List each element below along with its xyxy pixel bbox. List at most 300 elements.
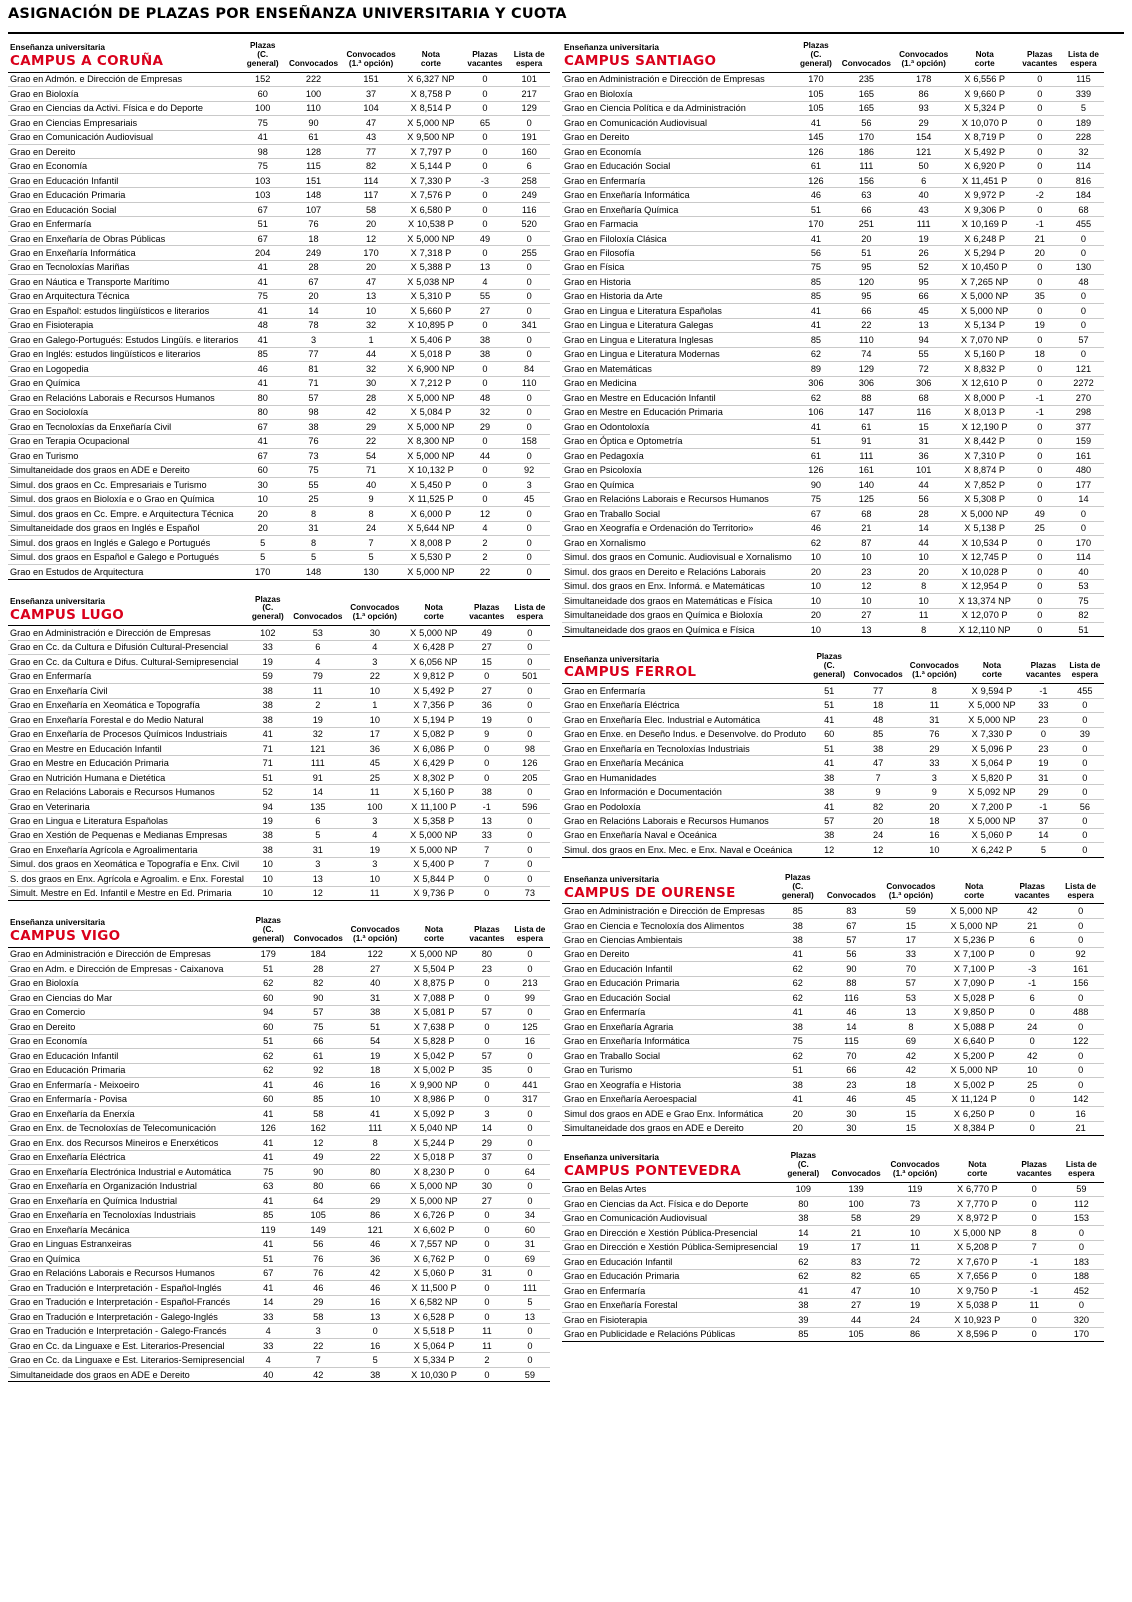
cuota-x-marker: X (964, 465, 971, 476)
cell-nota-corte: X 5,000 NP (404, 828, 464, 842)
cell-convocados-1a: 116 (895, 405, 953, 419)
cell-plazas-vacantes: 0 (462, 492, 509, 506)
cell-plazas: 38 (779, 1298, 827, 1312)
table-row (562, 231, 1104, 245)
cell-plazas: 41 (246, 1136, 290, 1150)
cell-nota-corte: X 5,000 NP (404, 626, 464, 640)
cell-programme-name: Grao en Enfermaría (8, 217, 240, 231)
cell-plazas: 62 (794, 347, 838, 361)
cell-lista-espera: 116 (508, 202, 550, 216)
table-row (8, 1063, 550, 1077)
cell-lista-espera: 0 (510, 1005, 550, 1019)
cell-plazas-vacantes: 57 (464, 1049, 510, 1063)
cell-plazas-vacantes: 0 (1017, 449, 1063, 463)
cell-convocados-1a: 12 (342, 231, 400, 245)
cell-programme-name: Simultaneidade dos graos en ADE e Dereito (8, 1367, 246, 1381)
cell-programme-name: Grao en Educación Infantil (562, 1255, 779, 1269)
cell-nota-corte: X 6,429 P (404, 756, 464, 770)
cuota-x-marker: X (413, 1152, 420, 1163)
cell-lista-espera: 0 (1057, 991, 1104, 1005)
cell-convocados: 88 (822, 976, 880, 990)
cell-convocados-1a: 19 (895, 231, 953, 245)
cell-plazas: 126 (794, 463, 838, 477)
cell-plazas-vacantes: 0 (1017, 594, 1063, 608)
cell-nota-corte: X 5,000 NP (941, 1063, 1007, 1077)
cell-convocados-1a: 1 (342, 333, 400, 347)
cell-plazas-vacantes: 6 (1007, 933, 1057, 947)
cuota-x-marker: X (956, 1242, 964, 1253)
cell-nota-corte: X 5,200 P (941, 1049, 1007, 1063)
cell-convocados-1a: 44 (342, 347, 400, 361)
cell-plazas: 41 (794, 420, 838, 434)
cell-convocados: 140 (838, 478, 895, 492)
cell-nota-corte: X 5,000 NP (953, 304, 1017, 318)
table-row (8, 521, 550, 535)
cell-programme-name: Grao en Xornalismo (562, 536, 794, 550)
cuota-x-marker: X (953, 1021, 960, 1032)
cell-plazas-vacantes: 0 (464, 741, 510, 755)
cell-lista-espera: 0 (510, 1338, 550, 1352)
cell-lista-espera: 816 (1063, 173, 1104, 187)
cell-nota-corte: X 7,318 P (400, 246, 461, 260)
cell-plazas-vacantes: 37 (1021, 814, 1065, 828)
cell-plazas-vacantes: 29 (462, 420, 509, 434)
cell-convocados: 115 (822, 1034, 880, 1048)
cell-nota-corte: X 7,310 P (953, 449, 1017, 463)
cell-lista-espera: 14 (1063, 492, 1104, 506)
cell-convocados: 23 (838, 565, 895, 579)
cell-lista-espera: 0 (510, 962, 550, 976)
cell-plazas-vacantes: 0 (1007, 1092, 1057, 1106)
cell-convocados-1a: 33 (906, 756, 963, 770)
cuota-x-marker: X (410, 537, 417, 548)
cell-convocados: 74 (838, 347, 895, 361)
cell-programme-name: Grao en Educación Infantil (8, 1049, 246, 1063)
cell-nota-corte: X 5,324 P (953, 101, 1017, 115)
cell-plazas-vacantes: 0 (1017, 362, 1063, 376)
cuota-x-marker: X (410, 146, 417, 157)
cell-programme-name: Grao en Tradución e Interpretación - Español-Inglés (8, 1281, 246, 1295)
cell-programme-name: Grao en Fisioterapia (8, 318, 240, 332)
cell-programme-name: Grao en Enxeñaría Química (562, 202, 794, 216)
cuota-x-marker: X (953, 1050, 960, 1061)
cell-convocados: 31 (285, 521, 342, 535)
cell-nota-corte: X 10,030 P (404, 1367, 464, 1381)
cell-plazas: 41 (246, 1281, 290, 1295)
cuota-x-marker: X (407, 233, 414, 244)
column-header-nota-corte: Nota corte (963, 651, 1021, 683)
table-row (562, 1255, 1104, 1269)
cell-programme-name: Grao en Educación Social (562, 159, 794, 173)
cell-plazas-vacantes: 18 (1017, 347, 1063, 361)
cell-convocados: 22 (290, 1338, 346, 1352)
table-row (8, 463, 550, 477)
cell-convocados: 76 (290, 1266, 346, 1280)
cell-lista-espera: 0 (508, 521, 550, 535)
table-row (8, 492, 550, 506)
cuota-x-marker: X (961, 117, 968, 128)
column-header-programme: Enseñanza universitaria CAMPUS LUGO (8, 594, 246, 626)
table-row (562, 1211, 1104, 1225)
cell-convocados: 10 (838, 550, 895, 564)
table-block-santiago (562, 40, 1104, 637)
cell-lista-espera: 480 (1063, 463, 1104, 477)
cell-plazas-vacantes: 0 (464, 872, 510, 886)
cuota-x-marker: X (413, 1108, 420, 1119)
column-header-nota-corte: Nota corte (404, 594, 464, 626)
cell-plazas: 105 (794, 87, 838, 101)
cell-lista-espera: 0 (508, 347, 550, 361)
cell-convocados-1a: 8 (346, 1136, 404, 1150)
cell-convocados: 29 (290, 1295, 346, 1309)
cell-convocados: 18 (850, 698, 906, 712)
cell-convocados-1a: 24 (342, 521, 400, 535)
cell-programme-name: Grao en Xeografía e Ordenación do Territorio» (562, 521, 794, 535)
cell-programme-name: Grao en Tecnoloxías da Enxeñaría Civil (8, 420, 240, 434)
table-row (562, 304, 1104, 318)
cell-plazas-vacantes: -1 (1010, 1255, 1059, 1269)
cell-nota-corte: X 5,194 P (404, 713, 464, 727)
cell-convocados-1a: 19 (885, 1298, 945, 1312)
table-row (562, 933, 1104, 947)
cell-plazas: 102 (246, 626, 290, 640)
cell-plazas-vacantes: 8 (1010, 1226, 1059, 1240)
cell-plazas: 38 (773, 1078, 822, 1092)
cell-nota-corte: X 7,576 P (400, 188, 461, 202)
cell-programme-name: Simul. dos graos en Enx. Informá. e Matemáticas (562, 579, 794, 593)
cell-plazas: 170 (240, 565, 285, 579)
cell-programme-name: Grao en Turismo (8, 449, 240, 463)
cell-programme-name: Grao en Enfermaría (8, 669, 246, 683)
cell-nota-corte: X 5,042 P (404, 1049, 464, 1063)
cuota-x-marker: X (410, 175, 417, 186)
cell-convocados-1a: 80 (346, 1165, 404, 1179)
cuota-x-marker: X (961, 262, 968, 273)
cell-plazas: 10 (246, 886, 290, 900)
cell-convocados-1a: 77 (342, 145, 400, 159)
cell-plazas-vacantes: 0 (1007, 1005, 1057, 1019)
cell-lista-espera: 0 (510, 1150, 550, 1164)
table-row (8, 1020, 550, 1034)
cell-plazas: 41 (240, 434, 285, 448)
cell-programme-name: Grao en Educación Social (8, 202, 240, 216)
cell-plazas-vacantes: 0 (1017, 87, 1063, 101)
cell-plazas: 80 (779, 1197, 827, 1211)
cell-convocados: 66 (822, 1063, 880, 1077)
cell-lista-espera: 0 (1063, 231, 1104, 245)
cell-plazas: 38 (246, 698, 290, 712)
cell-convocados-1a: 40 (346, 976, 404, 990)
cell-programme-name: Simultaneidade dos graos en Química e Física (562, 622, 794, 636)
cell-nota-corte: X 5,000 NP (953, 507, 1017, 521)
cell-convocados-1a: 1 (346, 698, 404, 712)
cell-convocados-1a: 8 (895, 622, 953, 636)
cell-convocados: 75 (285, 463, 342, 477)
cell-programme-name: Grao en Educación Primaria (8, 1063, 246, 1077)
cell-programme-name: Grao en Economía (562, 145, 794, 159)
cell-convocados-1a: 25 (346, 770, 404, 784)
cuota-x-marker: X (956, 1184, 964, 1195)
cell-plazas: 20 (240, 507, 285, 521)
cell-convocados: 77 (285, 347, 342, 361)
cell-convocados-1a: 119 (885, 1182, 945, 1196)
cell-programme-name: Grao en Pedagoxía (562, 449, 794, 463)
column-header-convocados: Convocados (290, 915, 346, 947)
cell-plazas-vacantes: 0 (1017, 72, 1063, 86)
cell-lista-espera: 31 (510, 1237, 550, 1251)
column-header-programme: Enseñanza universitaria CAMPUS VIGO (8, 915, 246, 947)
cell-lista-espera: 0 (508, 420, 550, 434)
cell-lista-espera: 0 (510, 626, 550, 640)
cuota-x-marker: X (413, 1137, 420, 1148)
cell-plazas: 41 (779, 1284, 827, 1298)
cell-convocados-1a: 45 (346, 756, 404, 770)
cell-plazas-vacantes: 27 (464, 1194, 510, 1208)
cuota-x-marker: X (413, 642, 420, 653)
cell-plazas: 94 (246, 1005, 290, 1019)
cuota-x-marker: X (413, 1007, 420, 1018)
cell-convocados-1a: 27 (346, 962, 404, 976)
cell-lista-espera: 0 (1063, 304, 1104, 318)
cell-lista-espera: 0 (510, 872, 550, 886)
cell-programme-name: Grao en Relacións Laborais e Recursos Humanos (8, 785, 246, 799)
cell-convocados-1a: 7 (342, 536, 400, 550)
cell-convocados: 82 (850, 799, 906, 813)
cell-programme-name: Grao en Enx. dos Recursos Mineiros e Enerxéticos (8, 1136, 246, 1150)
cuota-x-marker: X (411, 801, 418, 812)
cell-convocados: 64 (290, 1194, 346, 1208)
cell-plazas-vacantes: 0 (462, 188, 509, 202)
cell-plazas-vacantes: 0 (464, 1165, 510, 1179)
cell-plazas-vacantes: 0 (464, 1223, 510, 1237)
cell-programme-name: Grao en Dereito (8, 1020, 246, 1034)
cuota-x-marker: X (413, 1065, 420, 1076)
cell-lista-espera: 0 (510, 1324, 550, 1338)
table-row (562, 101, 1104, 115)
cell-convocados-1a: 30 (342, 376, 400, 390)
cell-nota-corte: X 5,406 P (400, 333, 461, 347)
cell-convocados-1a: 59 (881, 904, 942, 918)
cell-lista-espera: 0 (510, 814, 550, 828)
campus-name: CAMPUS DE OURENSE (564, 884, 736, 901)
table-row (8, 640, 550, 654)
column-header-convocados: Convocados (827, 1150, 885, 1182)
cell-nota-corte: X 7,638 P (404, 1020, 464, 1034)
cell-lista-espera: 183 (1059, 1255, 1104, 1269)
cell-plazas-vacantes: 0 (1010, 1211, 1059, 1225)
cell-lista-espera: 5 (510, 1295, 550, 1309)
column-header-nota-corte: Nota corte (945, 1150, 1010, 1182)
cell-programme-name: Grao en Cc. da Linguaxe e Est. Literarios-Semipresencial (8, 1353, 246, 1367)
table-row (562, 741, 1104, 755)
cuota-x-marker: X (410, 161, 417, 172)
cuota-x-marker: X (956, 1329, 964, 1340)
cell-convocados-1a: 31 (895, 434, 953, 448)
cell-plazas-vacantes: 36 (464, 698, 510, 712)
cell-convocados: 20 (838, 231, 895, 245)
cell-plazas: 109 (779, 1182, 827, 1196)
cell-plazas: 20 (773, 1107, 822, 1121)
cell-plazas: 67 (794, 507, 838, 521)
cell-lista-espera: 0 (510, 843, 550, 857)
cell-convocados: 67 (285, 275, 342, 289)
cell-convocados: 68 (838, 507, 895, 521)
cell-plazas: 67 (246, 1266, 290, 1280)
cell-nota-corte: X 6,726 P (404, 1208, 464, 1222)
cell-plazas: 204 (240, 246, 285, 260)
cell-plazas: 106 (794, 405, 838, 419)
cell-nota-corte: X 12,954 P (953, 579, 1017, 593)
table-row (562, 1092, 1104, 1106)
cuota-x-marker: X (964, 161, 971, 172)
cell-plazas: 40 (246, 1367, 290, 1381)
cell-convocados: 12 (838, 579, 895, 593)
cell-plazas: 145 (794, 130, 838, 144)
cell-programme-name: Grao en Enxeñaría Naval e Oceánica (562, 828, 808, 842)
column-header-plazas: Plazas (C. general) (246, 915, 290, 947)
cell-convocados-1a: 51 (346, 1020, 404, 1034)
cell-lista-espera: 158 (508, 434, 550, 448)
cell-convocados: 3 (290, 857, 346, 871)
cell-programme-name: Grao en Enxeñaría Civil (8, 684, 246, 698)
cell-lista-espera: 0 (1057, 1020, 1104, 1034)
cell-lista-espera: 0 (508, 275, 550, 289)
cell-plazas-vacantes: 0 (1017, 304, 1063, 318)
cell-nota-corte: X 11,124 P (941, 1092, 1007, 1106)
cell-programme-name: Grao en Física (562, 260, 794, 274)
cell-plazas: 75 (794, 260, 838, 274)
right-column (562, 40, 1104, 1396)
cell-plazas-vacantes: 35 (464, 1063, 510, 1077)
table-row (562, 962, 1104, 976)
cell-convocados: 95 (838, 260, 895, 274)
table-row (8, 333, 550, 347)
table-pontevedra (562, 1150, 1104, 1342)
cell-convocados: 85 (290, 1092, 346, 1106)
table-row (8, 814, 550, 828)
cell-convocados: 30 (822, 1107, 880, 1121)
cell-convocados: 148 (285, 188, 342, 202)
table-row (8, 1107, 550, 1121)
cell-lista-espera: 177 (1063, 478, 1104, 492)
cell-convocados: 4 (290, 655, 346, 669)
table-row (562, 391, 1104, 405)
cuota-x-marker: X (411, 1369, 418, 1380)
cell-convocados-1a: 11 (906, 698, 963, 712)
cell-plazas-vacantes: 12 (462, 507, 509, 521)
table-row (562, 1121, 1104, 1135)
table-row (8, 976, 550, 990)
cell-convocados: 90 (822, 962, 880, 976)
table-row (8, 962, 550, 976)
cell-convocados-1a: 29 (906, 741, 963, 755)
table-row (8, 231, 550, 245)
cell-programme-name: Grao en Educación Primaria (8, 188, 240, 202)
cell-convocados: 8 (285, 536, 342, 550)
cuota-x-marker: X (964, 103, 971, 114)
cell-plazas-vacantes: 0 (464, 1092, 510, 1106)
table-row (562, 1182, 1104, 1196)
cuota-x-marker: X (961, 508, 968, 519)
cuota-x-marker: X (956, 1198, 964, 1209)
cell-lista-espera: 0 (1063, 507, 1104, 521)
cell-programme-name: Simul. dos graos en Comunic. Audiovisual e Xornalismo (562, 550, 794, 564)
cell-plazas-vacantes: 33 (1021, 698, 1065, 712)
cell-convocados: 148 (285, 565, 342, 579)
cell-nota-corte: X 5,038 P (945, 1298, 1010, 1312)
table-row (562, 1327, 1104, 1341)
cell-nota-corte: X 8,832 P (953, 362, 1017, 376)
cell-lista-espera: 341 (508, 318, 550, 332)
cell-programme-name: Grao en Tradución e Interpretación - Galego-Francés (8, 1324, 246, 1338)
cell-plazas-vacantes: 0 (1017, 376, 1063, 390)
cell-plazas-vacantes: 2 (462, 550, 509, 564)
cell-plazas: 71 (246, 756, 290, 770)
cell-nota-corte: X 5,450 P (400, 478, 461, 492)
table-row (562, 785, 1104, 799)
table-row (562, 449, 1104, 463)
cell-nota-corte: X 9,660 P (953, 87, 1017, 101)
cell-convocados-1a: 10 (895, 550, 953, 564)
cell-convocados-1a: 43 (895, 202, 953, 216)
cell-convocados-1a: 54 (342, 449, 400, 463)
cell-nota-corte: X 8,875 P (404, 976, 464, 990)
cell-lista-espera: 0 (508, 231, 550, 245)
table-row (8, 669, 550, 683)
cell-plazas: 33 (246, 640, 290, 654)
cell-nota-corte: X 8,442 P (953, 434, 1017, 448)
cell-plazas-vacantes: 13 (464, 814, 510, 828)
cell-convocados: 2 (290, 698, 346, 712)
cuota-x-marker: X (956, 1213, 964, 1224)
cell-programme-name: Simul. dos graos en Bioloxía e o Grao en Química (8, 492, 240, 506)
column-header-nota-corte: Nota corte (400, 40, 461, 72)
cell-convocados: 46 (290, 1078, 346, 1092)
cell-plazas: 85 (246, 1208, 290, 1222)
column-header-programme: Enseñanza universitaria CAMPUS SANTIAGO (562, 40, 794, 72)
column-header-convocados-1a: Convocados (1.ª opción) (342, 40, 400, 72)
cell-nota-corte: X 5,334 P (404, 1353, 464, 1367)
table-row (8, 550, 550, 564)
cell-plazas-vacantes: 0 (464, 1034, 510, 1048)
cell-programme-name: Grao en Mestre en Educación Infantil (8, 741, 246, 755)
cell-convocados-1a: 68 (895, 391, 953, 405)
cell-convocados: 85 (850, 727, 906, 741)
cuota-x-marker: X (413, 700, 420, 711)
cell-programme-name: Simul. dos graos en Xeomática e Topografía e Enx. Civil (8, 857, 246, 871)
table-row (562, 405, 1104, 419)
cell-convocados: 120 (838, 275, 895, 289)
cell-convocados: 100 (285, 87, 342, 101)
cell-lista-espera: 0 (508, 304, 550, 318)
cell-plazas: 10 (240, 492, 285, 506)
cell-plazas: 10 (794, 579, 838, 593)
cell-convocados-1a: 52 (895, 260, 953, 274)
table-row (562, 814, 1104, 828)
cell-plazas-vacantes: 5 (1021, 843, 1065, 857)
cuota-x-marker: X (410, 103, 417, 114)
cell-lista-espera: 110 (508, 376, 550, 390)
table-row (8, 101, 550, 115)
cell-plazas-vacantes: 22 (462, 565, 509, 579)
cuota-x-marker: X (407, 276, 414, 287)
cell-lista-espera: 217 (508, 87, 550, 101)
cell-programme-name: Grao en Lingua e Literatura Españolas (8, 814, 246, 828)
cell-convocados: 22 (838, 318, 895, 332)
cuota-x-marker: X (413, 873, 420, 884)
cell-programme-name: Grao en Lingua e Literatura Inglesas (562, 333, 794, 347)
cell-convocados-1a: 72 (895, 362, 953, 376)
